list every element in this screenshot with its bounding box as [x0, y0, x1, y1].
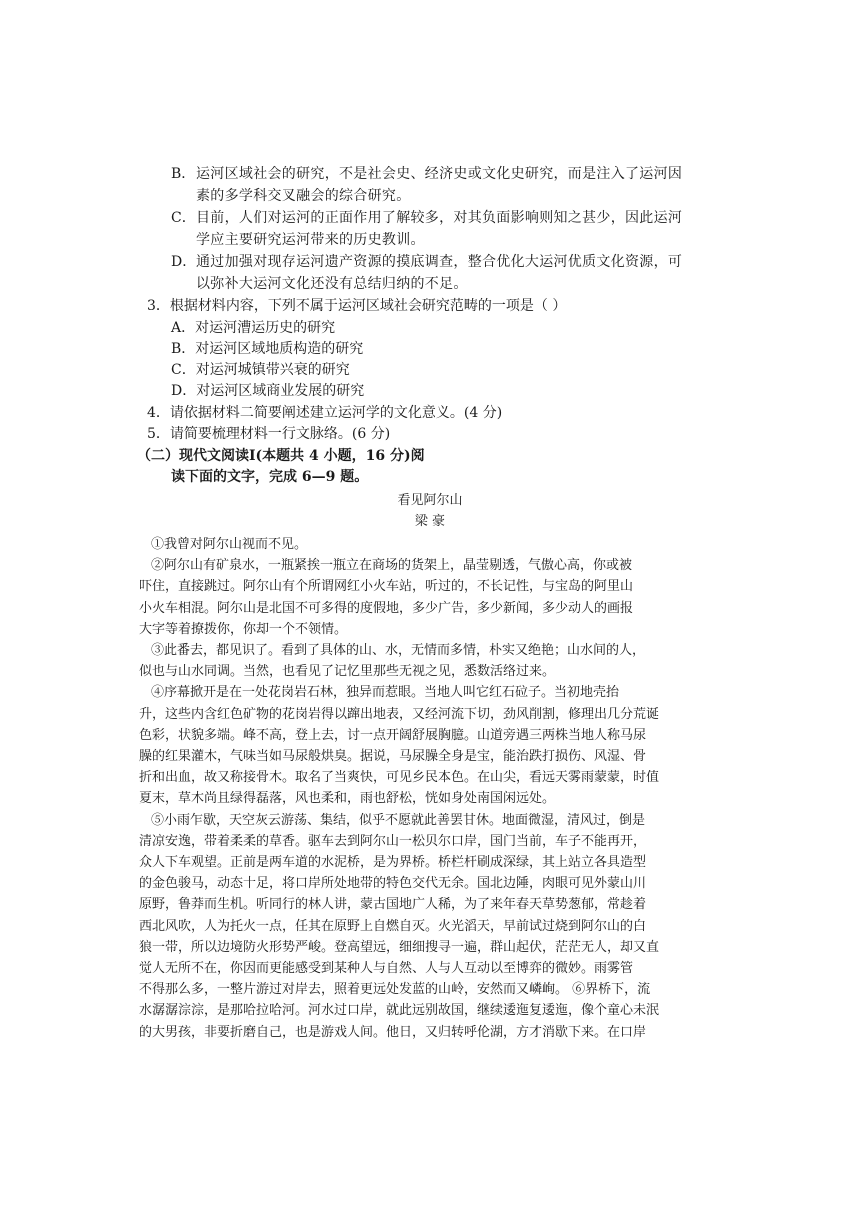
- question-5: 5．请简要梳理材料一行文脉络。(6 分): [147, 426, 391, 442]
- option-c-label: C．: [171, 210, 196, 226]
- section-instruction: 读下面的文字，完成 6—9 题。: [171, 469, 369, 485]
- article-line: ②阿尔山有矿泉水，一瓶紧挨一瓶立在商场的货架上，晶莹剔透，气傲心高，你或被: [151, 558, 633, 573]
- article-line: 觉人无所不在，你因而更能感受到某种人与自然、人与人互动以至博弈的微妙。雨雾管: [139, 961, 634, 976]
- article-line: 吓住，直接跳过。阿尔山有个所谓网红小火车站，听过的，不长记性，与宝岛的阿里山: [139, 579, 634, 594]
- article-line: 不得那么多，一整片游过对岸去，照着更远处发蓝的山岭，安然而又嶙峋。 ⑥界桥下，流: [139, 982, 651, 997]
- article-line: 清凉安逸，带着柔柔的草香。驱车去到阿尔山一松贝尔口岸，国门当前，车子不能再开，: [139, 834, 647, 849]
- q3-option-a: A．对运河漕运历史的研究: [171, 320, 336, 336]
- article-line: 西北风吹，人为托火一点，任其在原野上自燃自灭。火光滔天，早前试过烧到阿尔山的白: [139, 919, 647, 934]
- article-line: 折和出血，故又称接骨木。取名了当爽快，可见乡民本色。在山尖，看远天雾雨蒙蒙，时值: [139, 770, 660, 785]
- article-line: 众人下车观望。正前是两车道的水泥桥，是为界桥。桥栏杆刷成深绿，其上站立各具造型: [139, 855, 647, 870]
- question-4: 4．请依据材料二简要阐述建立运河学的文化意义。(4 分): [147, 405, 503, 421]
- q3-option-d: D．对运河区域商业发展的研究: [171, 383, 365, 399]
- q3-option-b: B．对运河区域地质构造的研究: [171, 341, 364, 357]
- article-title: 看见阿尔山: [397, 493, 463, 508]
- article-line: 的金色骏马，动态十足，将口岸所处地带的特色交代无余。国北边陲，肉眼可见外蒙山川: [139, 876, 647, 891]
- option-c-line-1: 目前，人们对运河的正面作用了解较多，对其负面影响则知之甚少，因此运河: [196, 210, 683, 226]
- option-b-label: B．: [171, 166, 196, 182]
- article-line: 色彩，状貌多端。峰不高，登上去，讨一点开阔舒展胸臆。山道旁遇三两株当地人称马尿: [139, 728, 647, 743]
- article-author: 梁 豪: [414, 514, 446, 529]
- article-line: 大字等着撩拨你，你却一个不领情。: [139, 622, 348, 637]
- article-line: ④序幕掀开是在一处花岗岩石林，独异而惹眼。当地人叫它红石砬子。当初地壳抬: [151, 685, 620, 700]
- article-line: 似也与山水同调。当然，也看见了记忆里那些无视之见，悉数活络过来。: [139, 664, 556, 679]
- option-d-line-1: 通过加强对现存运河遗产资源的摸底调查，整合优化大运河优质文化资源，可: [196, 254, 683, 270]
- article-line: 狼一带，所以边境防火形势严峻。登高望远，细细搜寻一遍，群山起伏，茫茫无人，却又直: [139, 940, 660, 955]
- article-line: 水潺潺淙淙，是那哈拉哈河。河水过口岸，就此远别故国，继续逶迤复逶迤，像个童心未泯: [139, 1003, 660, 1018]
- option-b-line-2: 素的多学科交叉融会的综合研究。: [196, 188, 411, 204]
- article-line: 原野，鲁莽而生机。听同行的林人讲，蒙古国地广人稀，为了来年春天草势葱郁，常趁着: [139, 897, 647, 912]
- article-line: 臊的红果灌木，气味当如马尿般烘臭。据说，马尿臊全身是宝，能治跌打损伤、风湿、骨: [139, 749, 647, 764]
- article-line: ⑤小雨乍歇，天空灰云游荡、集结，似乎不愿就此善罢甘休。地面微湿，清风过，倒是: [151, 813, 646, 828]
- q3-option-c: C．对运河城镇带兴衰的研究: [171, 362, 350, 378]
- section-heading: （二）现代文阅读Ⅰ(本题共 4 小题，16 分)阅: [137, 448, 425, 464]
- article-line: 小火车相混。阿尔山是北国不可多得的度假地，多少广告，多少新闻，多少动人的画报: [139, 601, 634, 616]
- article-line: 的大男孩，非要折磨自己，也是游戏人间。他日，又归转呼伦湖，方才消歇下来。在口岸: [139, 1025, 647, 1040]
- article-line: 夏末，草木尚且绿得磊落，风也柔和，雨也舒松，恍如身处南国闲远处。: [139, 791, 556, 806]
- article-line: ③此番去，都见识了。看到了具体的山、水，无情而多情，朴实又绝艳；山水间的人，: [151, 643, 646, 658]
- option-c-line-2: 学应主要研究运河带来的历史教训。: [196, 232, 425, 248]
- option-b-line-1: 运河区域社会的研究，不是社会史、经济史或文化史研究，而是注入了运河因: [196, 166, 683, 182]
- article-line: ①我曾对阿尔山视而不见。: [151, 537, 308, 552]
- option-d-label: D．: [171, 254, 197, 270]
- question-3-stem: 3．根据材料内容，下列不属于运河区域社会研究范畴的一项是（ ）: [147, 298, 567, 314]
- article-line: 升，这些内含红色矿物的花岗岩得以蹿出地表，又经河流下切，劲风削割，修理出几分荒诞: [139, 707, 660, 722]
- option-d-line-2: 以弥补大运河文化还没有总结归纳的不足。: [196, 276, 468, 292]
